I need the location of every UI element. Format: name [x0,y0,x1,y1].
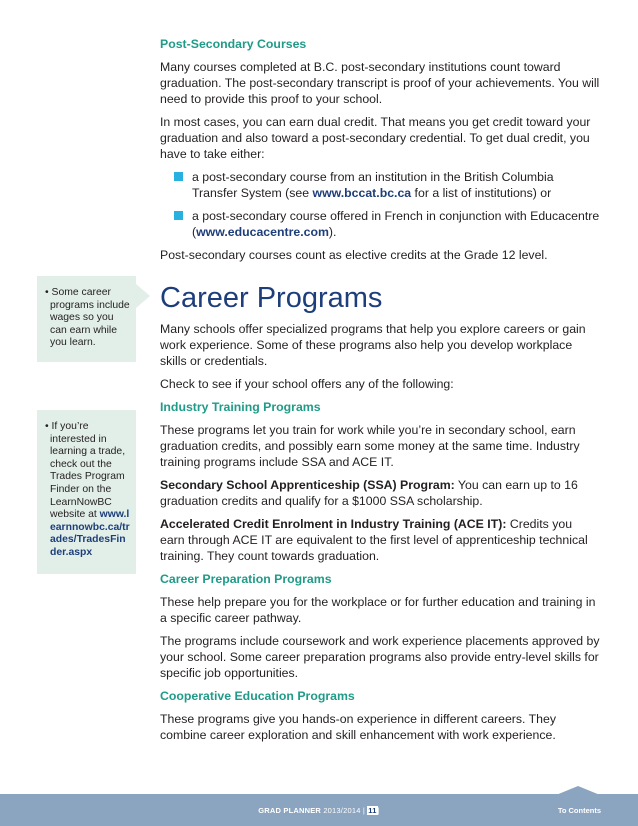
post-secondary-paragraph-3: Post-secondary courses count as elective credits at the Grade 12 level. [160,248,548,262]
career-intro: Many schools offer specialized programs that help you explore careers or gain work experience. Some of these programs also help you develop workplace skills or credentials. [160,322,586,368]
industry-training-paragraph: These programs let you train for work while you’re in secondary school, earn graduation credits, and possibly earn some money at the same time. Industry training programs include SSA and ACE IT. [160,423,580,469]
square-bullet-icon [174,172,183,181]
square-bullet-icon [174,211,183,220]
dual-credit-list [160,169,600,240]
career-preparation-paragraph-1: These help prepare you for the workplace or for further education and training in a specific career pathway. [160,595,596,625]
industry-training-heading: Industry Training Programs [160,400,321,414]
post-secondary-paragraph-1: Many courses completed at B.C. post-secondary institutions count toward graduation. The post-secondary transcript is proof of your achievements. You will need to provide this proof to your school. [160,60,600,106]
trades-finder-link[interactable]: www.learnnowbc.ca/trades/TradesFinder.aspx [50,509,130,558]
cooperative-education-paragraph: These programs give you hands-on experience in different careers. They combine career exploration and skill enhancement with work experience. [160,712,556,742]
educacentre-link[interactable]: www.educacentre.com [196,225,329,239]
cooperative-education-heading: Cooperative Education Programs [160,689,355,703]
footer-bar [0,794,638,826]
main-content [160,36,600,750]
to-contents-link[interactable]: To Contents [557,806,601,815]
post-secondary-paragraph-2: In most cases, you can earn dual credit. That means you get credit toward your graduation and also toward a post-secondary credential. To get dual credit, you have to take either: [160,115,591,161]
sidebar-note-trades [37,410,136,574]
ace-it-paragraph: Accelerated Credit Enrolment in Industry Training (ACE IT): Credits you earn through ACE IT are equivalent to the first level of apprenticeship technical training. They count towards graduation. [160,517,588,563]
ssa-paragraph: Secondary School Apprenticeship (SSA) Program: You can earn up to 16 graduation credits and qualify for a $1000 SSA scholarship. [160,478,578,508]
sidebar-note-text: • If you’re interested in learning a trade, check out the Trades Program Finder on the LearnNowBC website at www.learnnowbc.ca/trades/TradesFinder.aspx [45,421,130,558]
bccat-link[interactable]: www.bccat.bc.ca [312,186,412,200]
post-secondary-heading: Post-Secondary Courses [160,37,307,51]
page-number: 11 [368,806,377,815]
career-preparation-paragraph-2: The programs include coursework and work experience placements approved by your school. Some career preparation programs also provide entry-level skills for specific job opportunities. [160,634,600,680]
list-item: a post-secondary course offered in French in conjunction with Educacentre (www.educacentre.com). [174,208,600,240]
career-preparation-heading: Career Preparation Programs [160,572,332,586]
sidebar-note-text: • Some career programs include wages so you can earn while you learn. [45,287,130,349]
sidebar-note-wages [37,276,136,362]
footer-page-info: GRAD PLANNER 2013/2014 | 11| [258,806,380,815]
sidebar-pointer-arrow [136,284,150,308]
career-check: Check to see if your school offers any of the following: [160,377,454,391]
list-item: a post-secondary course from an institution in the British Columbia Transfer System (see www.bccat.bc.ca for a list of institutions) or [174,169,600,201]
section-title: Career Programs [160,282,383,314]
